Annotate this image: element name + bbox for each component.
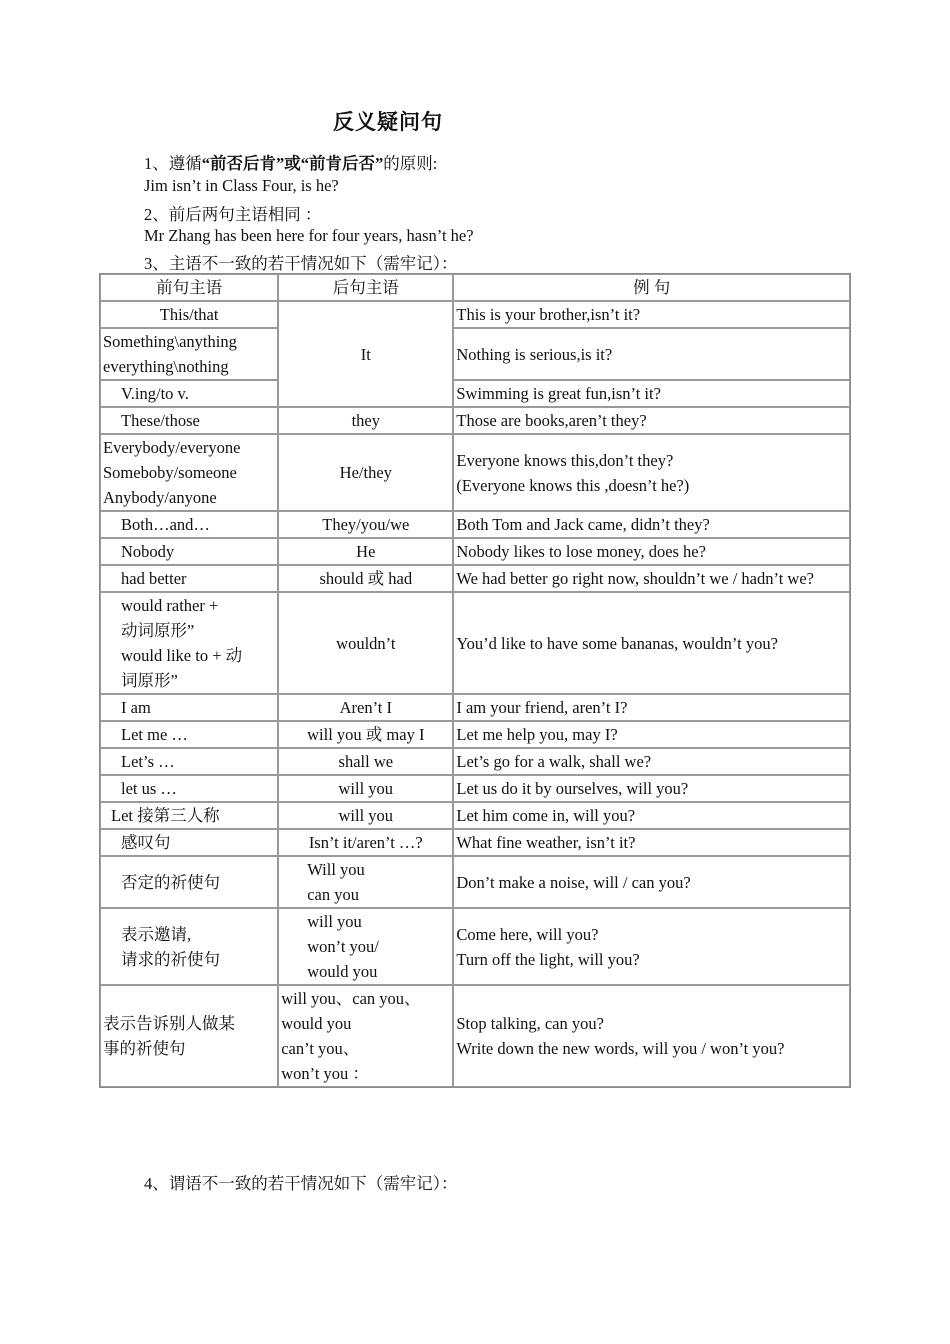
table-row (100, 565, 850, 592)
example-cell: I am your friend, aren’t I? (453, 694, 850, 721)
rule-2-example: Mr Zhang has been here for four years, hasn’t he? (144, 226, 474, 245)
subject-cell: 表示告诉别人做某 事的祈使句 (100, 985, 278, 1087)
example-cell: Let me help you, may I? (453, 721, 850, 748)
tag-cell: will you (278, 802, 453, 829)
tag-cell: will you 或 may I (278, 721, 453, 748)
subject-cell: Let’s … (100, 748, 278, 775)
example-cell: Swimming is great fun,isn’t it? (453, 380, 850, 407)
tag-cell: It (278, 301, 453, 407)
example-cell: You’d like to have some bananas, wouldn’t you? (453, 592, 850, 694)
rule-1-suffix: 的原则: (383, 154, 438, 173)
table-row (100, 721, 850, 748)
table-row (100, 985, 850, 1087)
subject-cell: let us … (100, 775, 278, 802)
subject-cell: Everybody/everyone Someboby/someone Anybody/anyone (100, 434, 278, 511)
example-cell: Those are books,aren’t they? (453, 407, 850, 434)
example-cell: Let’s go for a walk, shall we? (453, 748, 850, 775)
table-row (100, 694, 850, 721)
table-row (100, 829, 850, 856)
tag-cell: Will you can you (278, 856, 453, 908)
tag-cell: wouldn’t (278, 592, 453, 694)
table-row (100, 775, 850, 802)
table-row (100, 328, 850, 380)
tag-cell: they (278, 407, 453, 434)
page-title: 反义疑问句 (333, 110, 443, 134)
example-cell: Nothing is serious,is it? (453, 328, 850, 380)
table-row (100, 802, 850, 829)
tag-cell: will you、can you、 would you can’t you、 won’t you ： (278, 985, 453, 1087)
subject-cell: Let 接第三人称 (100, 802, 278, 829)
example-cell: Come here, will you? Turn off the light, will you? (453, 908, 850, 985)
rule-4: 4、谓语不一致的若干情况如下（需牢记）： (144, 1174, 458, 1193)
example-cell: This is your brother,isn’t it? (453, 301, 850, 328)
rule-1 (144, 150, 437, 174)
subject-cell: Both…and… (100, 511, 278, 538)
table-row (100, 908, 850, 985)
subject-cell: V.ing/to v. (100, 380, 278, 407)
subject-cell: I am (100, 694, 278, 721)
subject-cell: Nobody (100, 538, 278, 565)
subject-cell: These/those (100, 407, 278, 434)
example-cell: Nobody likes to lose money, does he? (453, 538, 850, 565)
tag-cell: He/they (278, 434, 453, 511)
rule-2: 2、前后两句主语相同 ： (144, 205, 322, 224)
header-example: 例 句 (453, 274, 850, 301)
subject-cell: had better (100, 565, 278, 592)
rule-1-example: Jim isn’t in Class Four, is he? (144, 176, 339, 195)
table-row (100, 301, 850, 328)
table-row (100, 434, 850, 511)
tag-cell: Aren’t I (278, 694, 453, 721)
example-cell: Everyone knows this,don’t they? (Everyone knows this ,doesn’t he?) (453, 434, 850, 511)
tag-cell: They/you/we (278, 511, 453, 538)
example-cell: Both Tom and Jack came, didn’t they? (453, 511, 850, 538)
header-tag-subject: 后句主语 (278, 274, 453, 301)
subject-cell: would rather + 动词原形” would like to + 动 词原形” (100, 592, 278, 694)
table-row (100, 511, 850, 538)
example-cell: What fine weather, isn’t it? (453, 829, 850, 856)
table-row (100, 407, 850, 434)
header-main-subject: 前句主语 (100, 274, 278, 301)
rule-3: 3、主语不一致的若干情况如下（需牢记）： (144, 254, 458, 273)
subject-cell: 否定的祈使句 (100, 856, 278, 908)
example-cell: Let him come in, will you? (453, 802, 850, 829)
table-row (100, 592, 850, 694)
subject-cell: Let me … (100, 721, 278, 748)
subject-cell: 感叹句 (100, 829, 278, 856)
tag-question-table (99, 273, 851, 1088)
table-row (100, 856, 850, 908)
tag-cell: He (278, 538, 453, 565)
tag-cell: should 或 had (278, 565, 453, 592)
subject-cell: 表示邀请, 请求的祈使句 (100, 908, 278, 985)
subject-cell: Something\anything everything\nothing (100, 328, 278, 380)
example-cell: Don’t make a noise, will / can you? (453, 856, 850, 908)
tag-cell: Isn’t it/aren’t …? (278, 829, 453, 856)
table-row (100, 538, 850, 565)
table-row (100, 748, 850, 775)
example-cell: Let us do it by ourselves, will you? (453, 775, 850, 802)
tag-cell: will you (278, 775, 453, 802)
example-cell: Stop talking, can you? Write down the new words, will you / won’t you? (453, 985, 850, 1087)
table-header-row (100, 274, 850, 301)
subject-cell: This/that (100, 301, 278, 328)
table-row (100, 380, 850, 407)
tag-cell: will you won’t you/ would you (278, 908, 453, 985)
example-cell: We had better go right now, shouldn’t we / hadn’t we? (453, 565, 850, 592)
tag-cell: shall we (278, 748, 453, 775)
rule-1-prefix: 1、遵循 (144, 154, 202, 173)
rule-1-bold: “前否后肯”或“前肯后否” (201, 154, 384, 173)
